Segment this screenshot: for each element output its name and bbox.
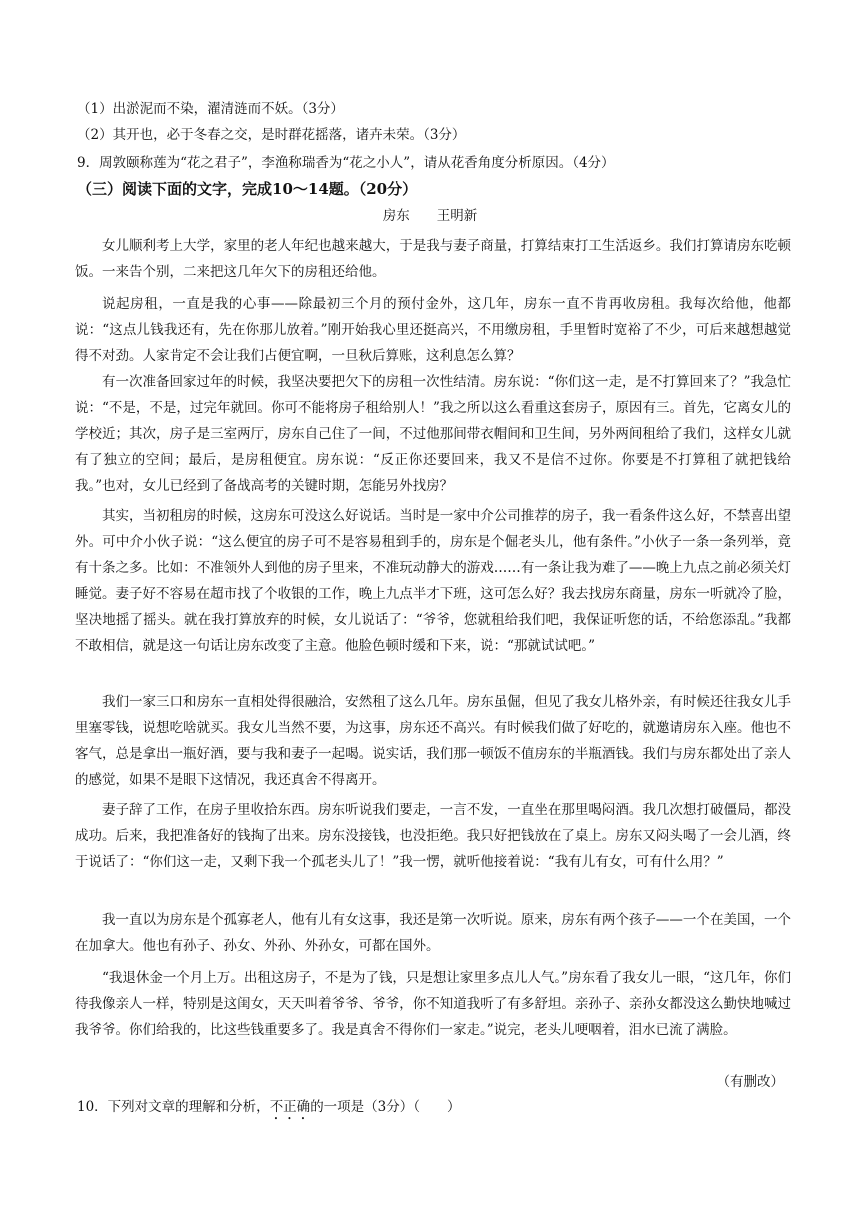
article-paragraph-3: 有一次准备回家过年的时候，我坚决要把欠下的房租一次性结清。房东说：“你们这一走，是不打算回来了？”我急忙说：“不是，不是，过完年就回。你可不能将房子租给别人！”我之所以这么看重这套房子，原因有三。首先，它离女儿的学校近；其次，房子是三室两厅，房东自己住了一间，不过他那间带衣帽间和卫生间，另外两间租给了我们，这样女儿就有了独立的空间；最后，是房租便宜。房东说：“反正你还要回来，我又不是信不过你。你要是不打算租了就把钱给我。”也对，女儿已经到了备战高考的关键时期，怎能另外找房？ bbox=[75, 374, 791, 494]
article-paragraph-4: 其实，当初租房的时候，这房东可没这么好说话。当时是一家中介公司推荐的房子，我一看条件这么好，不禁喜出望外。可中介小伙子说：“这么便宜的房子可不是容易租到手的，房东是个倔老头儿，他有条件。”小伙子一条一条列举，竟有十条之多。比如：不准领外人到他的房子里来，不准玩动静大的游戏……有一条让我为难了——晚上九点之前必须关灯睡觉。妻子好不容易在超市找了个收银的工作，晚上九点半才下班，这可怎么好？我去找房东商量，房东一听就冷了脸，坚决地摇了摇头。就在我打算放弃的时候，女儿说话了：“爷爷，您就租给我们吧，我保证听您的话，不给您添乱。”我都不敢相信，就是这一句话让房东改变了主意。他脸色顿时缓和下来，说：“那就试试吧。” bbox=[75, 508, 791, 654]
section-3-heading: （三）阅读下面的文字，完成10～14题。（20分） bbox=[77, 180, 418, 198]
article-paragraph-7: 我一直以为房东是个孤寡老人，他有儿有女这事，我还是第一次听说。原来，房东有两个孩子——一个在美国，一个在加拿大。他也有孙子、孙女、外孙、外孙女，可都在国外。 bbox=[75, 912, 791, 954]
question-10-prefix: 10．下列对文章的理解和分析， bbox=[77, 1099, 270, 1115]
question-8-item-1: （1）出淤泥而不染，濯清涟而不妖。（3分） bbox=[77, 101, 344, 117]
article-paragraph-6: 妻子辞了工作，在房子里收拾东西。房东听说我们要走，一言不发，一直坐在那里喝闷酒。我几次想打破僵局，都没成功。后来，我把准备好的钱掏了出来。房东没接钱，也没拒绝。我只好把钱放在了桌上。房东又闷头喝了一会儿酒，终于说话了：“你们这一走，又剩下我一个孤老头儿了！”我一愣，就听他接着说：“我有儿有女，可有什么用？” bbox=[75, 802, 791, 870]
article-paragraph-2: 说起房租，一直是我的心事——除最初三个月的预付金外，这几年，房东一直不肯再收房租。我每次给他，他都说：“这点儿钱我还有，先在你那儿放着。”刚开始我心里还挺高兴，不用缴房租，手里暂时宽裕了不少，可后来越想越觉得不对劲。人家肯定不会让我们占便宜啊，一旦秋后算账，这利息怎么算？ bbox=[75, 296, 791, 364]
question-9: 9．周敦颐称莲为“花之君子”，李渔称瑞香为“花之小人”，请从花香角度分析原因。（4分） bbox=[77, 155, 615, 171]
question-10 bbox=[77, 1098, 461, 1123]
article-title: 房东 王明新 bbox=[382, 208, 478, 224]
article-source-note: （有删改） bbox=[716, 1074, 784, 1090]
question-10-emphasis: 不正确 bbox=[269, 1099, 311, 1115]
article-paragraph-1: 女儿顺利考上大学，家里的老人年纪也越来越大，于是我与妻子商量，打算结束打工生活返乡。我们打算请房东吃顿饭。一来告个别，二来把这几年欠下的房租还给他。 bbox=[75, 238, 791, 280]
question-8-item-2: （2）其开也，必于冬春之交，是时群花摇落，诸卉未荣。（3分） bbox=[77, 127, 466, 143]
article-paragraph-8: “我退休金一个月上万。出租这房子，不是为了钱，只是想让家里多点儿人气。”房东看了我女儿一眼，“这几年，你们待我像亲人一样，特别是这闺女，天天叫着爷爷、爷爷，你不知道我听了有多舒坦。亲孙子、亲孙女都没这么勤快地喊过我爷爷。你们给我的，比这些钱重要多了。我是真舍不得你们一家走。”说完，老头儿哽咽着，泪水已流了满脸。 bbox=[75, 970, 791, 1038]
article-paragraph-5: 我们一家三口和房东一直相处得很融洽，安然租了这么几年。房东虽倔，但见了我女儿格外亲，有时候还往我女儿手里塞零钱，说想吃啥就买。我女儿当然不要，为这事，房东还不高兴。有时候我们做了好吃的，就邀请房东入座。他也不客气，总是拿出一瓶好酒，要与我和妻子一起喝。说实话，我们那一顿饭不值房东的半瓶酒钱。我们与房东都处出了亲人的感觉，如果不是眼下这情况，我还真舍不得离开。 bbox=[75, 694, 791, 788]
question-10-suffix: 的一项是（3分）（ ） bbox=[310, 1099, 461, 1115]
